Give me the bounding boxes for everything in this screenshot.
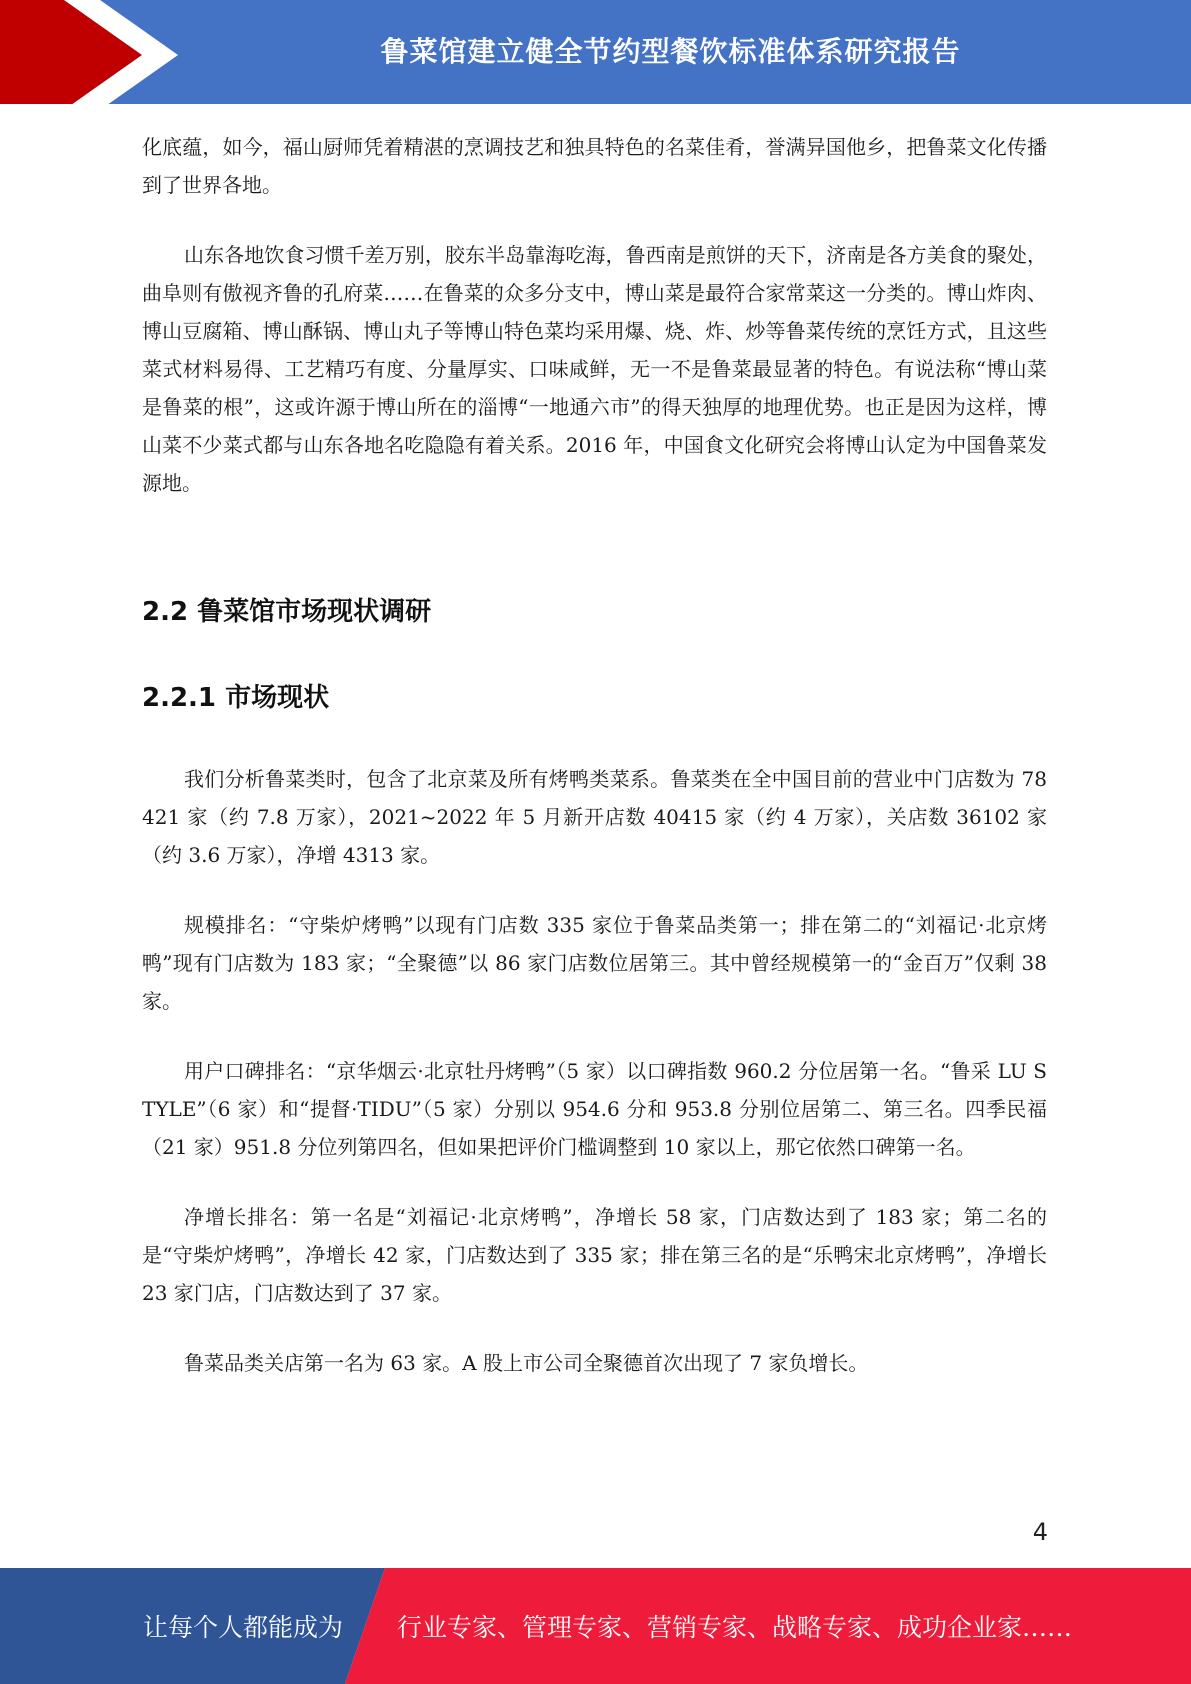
paragraph-1: 化底蕴，如今，福山厨师凭着精湛的烹调技艺和独具特色的名菜佳肴，誉满异国他乡，把鲁菜文化传播到了世界各地。 xyxy=(142,135,1047,197)
subsection-title: 2.2.1 市场现状 xyxy=(142,683,330,713)
header-title: 鲁菜馆建立健全节约型餐饮标准体系研究报告 xyxy=(380,35,961,68)
section-title: 2.2 鲁菜馆市场现状调研 xyxy=(142,597,432,627)
footer-slogan-left: 让每个人都能成为 xyxy=(143,1613,344,1642)
paragraph-4: 规模排名：“守柴炉烤鸭”以现有门店数 335 家位于鲁菜品类第一；排在第二的“刘福记·北京烤鸭”现有门店数为 183 家；“全聚德”以 86 家门店数位居第三。其中曾经规模第一的“金百万”仅剩 38 家。 xyxy=(142,913,1047,1013)
paragraph-2: 山东各地饮食习惯千差万别，胶东半岛靠海吃海，鲁西南是煎饼的天下，济南是各方美食的聚处，曲阜则有傲视齐鲁的孔府菜……在鲁菜的众多分支中，博山菜是最符合家常菜这一分类的。博山炸肉、博山豆腐箱、博山酥锅、博山丸子等博山特色菜均采用爆、烧、炸、炒等鲁菜传统的烹饪方式，且这些菜式材料易得、工艺精巧有度、分量厚实、口味咸鲜，无一不是鲁菜最显著的特色。有说法称“博山菜是鲁菜的根”，这或许源于博山所在的淄博“一地通六市”的得天独厚的地理优势。也正是因为这样，博山菜不少菜式都与山东各地名吃隐隐有着关系。2016 年，中国食文化研究会将博山认定为中国鲁菜发源地。 xyxy=(142,243,1047,495)
paragraph-3: 我们分析鲁菜类时，包含了北京菜及所有烤鸭类菜系。鲁菜类在全中国目前的营业中门店数为 78421 家（约 7.8 万家），2021~2022 年 5 月新开店数 40415 家（约 4 万家），关店数 36102 家（约 3.6 万家），净增 4313 家。 xyxy=(142,767,1047,867)
page-number: 4 xyxy=(1032,1518,1048,1546)
page-header xyxy=(0,0,1191,110)
paragraph-6: 净增长排名：第一名是“刘福记·北京烤鸭”，净增长 58 家，门店数达到了 183 家；第二名的是“守柴炉烤鸭”，净增长 42 家，门店数达到了 335 家；排在第三名的是“乐鸭宋北京烤鸭”，净增长 23 家门店，门店数达到了 37 家。 xyxy=(142,1205,1047,1305)
paragraph-5: 用户口碑排名：“京华烟云·北京牡丹烤鸭”（5 家）以口碑指数 960.2 分位居第一名。“鲁采 LU STYLE”（6 家）和“提督·TIDU”（5 家）分别以 954.6 分和 953.8 分别位居第二、第三名。四季民福（21 家）951.8 分位列第四名，但如果把评价门槛调整到 10 家以上，那它依然口碑第一名。 xyxy=(142,1059,1047,1159)
header-bottom-stripe xyxy=(0,104,1191,110)
paragraph-7: 鲁菜品类关店第一名为 63 家。A 股上市公司全聚德首次出现了 7 家负增长。 xyxy=(184,1351,869,1375)
document-body xyxy=(142,128,1047,1382)
footer-slogan-right: 行业专家、管理专家、营销专家、战略专家、成功企业家…… xyxy=(397,1613,1073,1642)
page-footer xyxy=(0,1568,1191,1684)
